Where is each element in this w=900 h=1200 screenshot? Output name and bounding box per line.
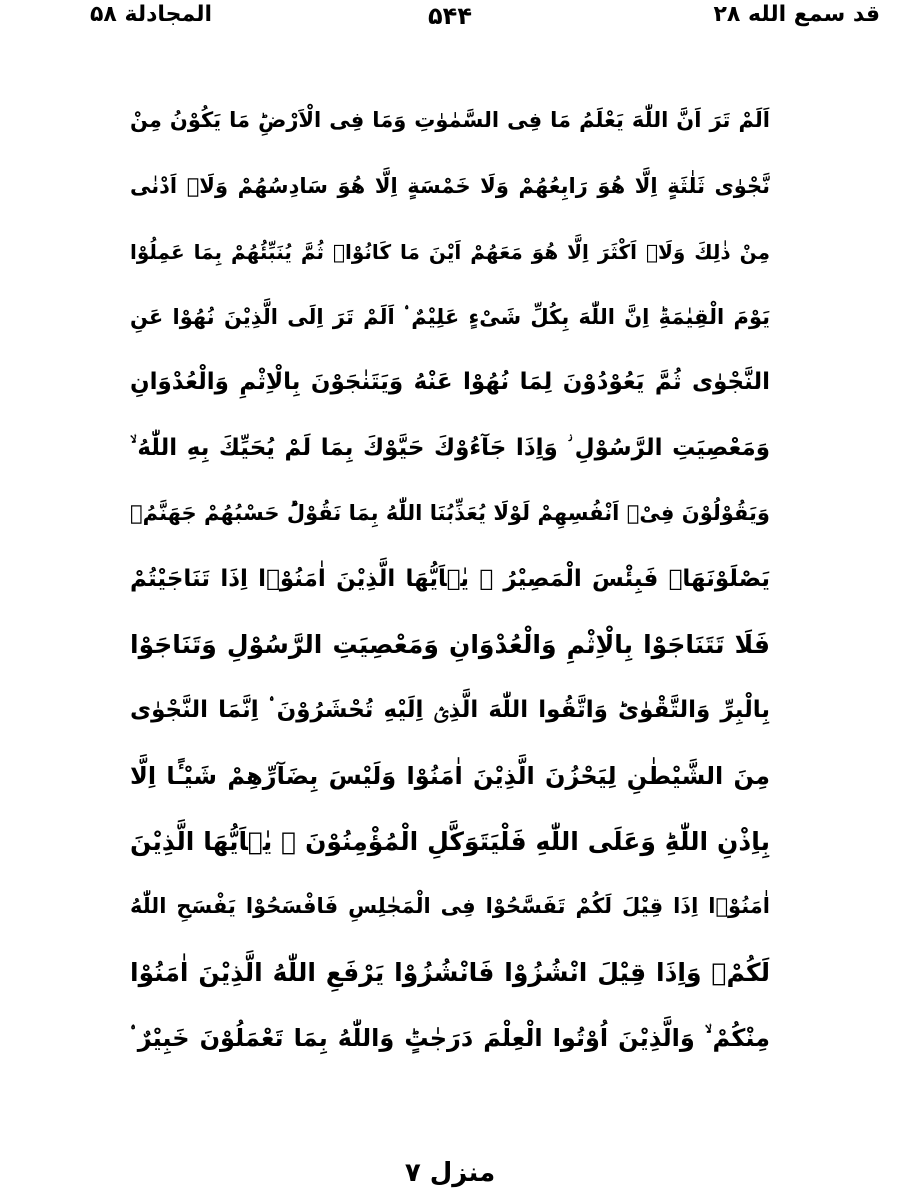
text-line-content: فَلَا تَتَنَاجَوْا بِالْاِثْمِ وَالْعُدْوَانِ وَمَعْصِیَتِ الرَّسُوْلِ وَتَنَاجَوْا bbox=[130, 630, 770, 660]
quran-text-block bbox=[130, 88, 770, 1071]
text-line-content: بِالْبِرِّ وَالتَّقْوٰىؕ وَاتَّقُوا اللّٰهَ الَّذِیْۤ اِلَیْهِ تُحْشَرُوْنَ ۟ اِنَّمَا النَّجْوٰى bbox=[130, 696, 770, 723]
text-line-content: مِنَ الشَّیْطٰنِ لِیَحْزُنَ الَّذِیْنَ اٰمَنُوْا وَلَیْسَ بِضَآرِّهِمْ شَیْـًٔا اِلَّا bbox=[130, 761, 770, 790]
text-line bbox=[130, 350, 770, 416]
text-line bbox=[130, 416, 770, 482]
text-line bbox=[130, 481, 770, 547]
text-line-content: وَمَعْصِیَتِ الرَّسُوْلِ ؗ وَاِذَا جَآءُوْكَ حَیَّوْكَ بِمَا لَمْ یُحَیِّكَ بِهِ اللّٰهُ ۙ bbox=[130, 434, 770, 461]
text-line bbox=[130, 154, 770, 220]
text-line bbox=[130, 743, 770, 809]
text-line-content: نَّجْوٰى ثَلٰثَةٍ اِلَّا هُوَ رَابِعُهُمْ وَلَا خَمْسَةٍ اِلَّا هُوَ سَادِسُهُمْ وَلَاۤ اَدْنٰى bbox=[130, 173, 770, 198]
text-line bbox=[130, 940, 770, 1006]
text-line bbox=[130, 547, 770, 613]
text-line bbox=[130, 678, 770, 744]
juz-title: قد سمع الله ۲۸ bbox=[713, 2, 880, 27]
text-line bbox=[130, 88, 770, 154]
text-line bbox=[130, 809, 770, 875]
surah-title: المجادلة ۵۸ bbox=[90, 2, 213, 27]
text-line bbox=[130, 219, 770, 285]
page-header bbox=[0, 0, 900, 40]
text-line bbox=[130, 612, 770, 678]
page-number: ۵۴۴ bbox=[428, 2, 472, 30]
text-line bbox=[130, 874, 770, 940]
text-line-content: یَصْلَوْنَهَاۚ فَبِئْسَ الْمَصِیْرُ ۟ یٰۤاَیُّهَا الَّذِیْنَ اٰمَنُوْۤا اِذَا تَنَاجَیْتُمْ bbox=[130, 565, 770, 592]
text-line-content: بِاِذْنِ اللّٰهِؕ وَعَلَى اللّٰهِ فَلْیَتَوَكَّلِ الْمُؤْمِنُوْنَ ۟ یٰۤاَیُّهَا الَّذِیْنَ bbox=[130, 826, 770, 856]
text-line-content: اٰمَنُوْۤا اِذَا قِیْلَ لَكُمْ تَفَسَّحُوْا فِی الْمَجٰلِسِ فَافْسَحُوْا یَفْسَحِ اللّٰهُ bbox=[130, 894, 770, 919]
manzil-footer: منزل ۷ bbox=[404, 1158, 496, 1188]
text-line-content: لَكُمْۚ وَاِذَا قِیْلَ انْشُزُوْا فَانْشُزُوْا یَرْفَعِ اللّٰهُ الَّذِیْنَ اٰمَنُوْا bbox=[130, 957, 770, 987]
text-line-content: مِنْ ذٰلِكَ وَلَاۤ اَكْثَرَ اِلَّا هُوَ مَعَهُمْ اَیْنَ مَا كَانُوْاۚ ثُمَّ یُنَبِّئُهُمْ بِمَا عَمِلُوْا bbox=[130, 239, 770, 264]
text-line-content: مِنْكُمْ ۙ وَالَّذِیْنَ اُوْتُوا الْعِلْمَ دَرَجٰتٍؕ وَاللّٰهُ بِمَا تَعْمَلُوْنَ خَبِیْرٌ ۟ bbox=[130, 1023, 770, 1052]
text-line-content: النَّجْوٰى ثُمَّ یَعُوْدُوْنَ لِمَا نُهُوْا عَنْهُ وَیَتَنٰجَوْنَ بِالْاِثْمِ وَالْعُدْوَانِ bbox=[130, 369, 770, 396]
text-line-content: یَوْمَ الْقِیٰمَةِؕ اِنَّ اللّٰهَ بِكُلِّ شَیْءٍ عَلِیْمٌ ۟ اَلَمْ تَرَ اِلَى الَّذِیْنَ نُهُوْا عَنِ bbox=[130, 304, 770, 329]
text-line bbox=[130, 285, 770, 351]
text-line bbox=[130, 1005, 770, 1071]
text-line-content: اَلَمْ تَرَ اَنَّ اللّٰهَ یَعْلَمُ مَا فِی السَّمٰوٰتِ وَمَا فِی الْاَرْضِؕ مَا یَكُوْنُ مِنْ bbox=[130, 108, 770, 133]
text-line-content: وَیَقُوْلُوْنَ فِیْۤ اَنْفُسِهِمْ لَوْلَا یُعَذِّبُنَا اللّٰهُ بِمَا نَقُوْلُؕ حَسْبُهُمْ جَهَنَّمُۚ bbox=[130, 501, 770, 526]
